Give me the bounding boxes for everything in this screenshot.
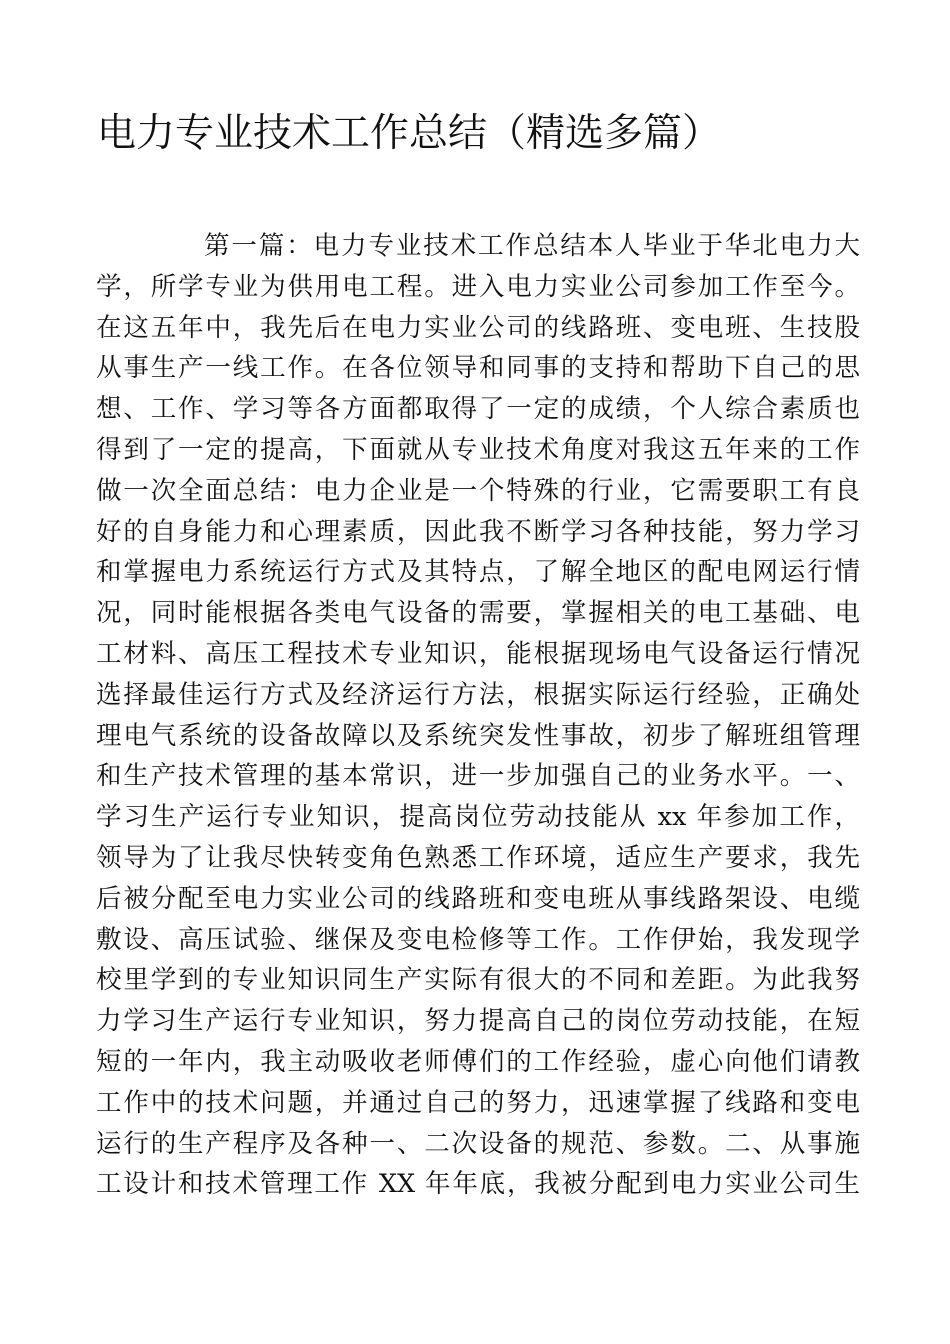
body-line: 理电气系统的设备故障以及系统突发性事故，初步了解班组管理 — [96, 720, 860, 751]
body-line: 学习生产运行专业知识，提高岗位劳动技能从 xx 年参加工作， — [96, 802, 860, 833]
body-line: 运行的生产程序及各种一、二次设备的规范、参数。二、从事施 — [96, 1128, 860, 1159]
body-line: 工作中的技术问题，并通过自己的努力，迅速掌握了线路和变电 — [96, 1087, 860, 1118]
body-line: 工材料、高压工程技术专业知识，能根据现场电气设备运行情况 — [96, 638, 860, 669]
body-line: 从事生产一线工作。在各位领导和同事的支持和帮助下自己的思 — [96, 353, 860, 384]
body-line: 敷设、高压试验、继保及变电检修等工作。工作伊始，我发现学 — [96, 924, 860, 955]
body-line: 领导为了让我尽快转变角色熟悉工作环境，适应生产要求，我先 — [96, 842, 860, 873]
document-body — [96, 226, 860, 1205]
body-line: 况，同时能根据各类电气设备的需要，掌握相关的电工基础、电 — [96, 598, 860, 629]
body-line: 短的一年内，我主动吸收老师傅们的工作经验，虚心向他们请教 — [96, 1046, 860, 1077]
body-line: 学，所学专业为供用电工程。进入电力实业公司参加工作至今。 — [96, 271, 860, 302]
body-line: 好的自身能力和心理素质，因此我不断学习各种技能，努力学习 — [96, 516, 860, 547]
body-line: 后被分配至电力实业公司的线路班和变电班从事线路架设、电缆 — [96, 883, 860, 914]
body-line: 工设计和技术管理工作 XX 年年底，我被分配到电力实业公司生 — [96, 1169, 860, 1200]
body-line: 想、工作、学习等各方面都取得了一定的成绩，个人综合素质也 — [96, 394, 860, 425]
body-line: 力学习生产运行专业知识，努力提高自己的岗位劳动技能，在短 — [96, 1006, 860, 1037]
body-line: 得到了一定的提高，下面就从专业技术角度对我这五年来的工作 — [96, 434, 860, 465]
body-line: 选择最佳运行方式及经济运行方法，根据实际运行经验，正确处 — [96, 679, 860, 710]
body-line: 和掌握电力系统运行方式及其特点，了解全地区的配电网运行情 — [96, 557, 860, 588]
body-line: 在这五年中，我先后在电力实业公司的线路班、变电班、生技股 — [96, 312, 860, 343]
body-line: 校里学到的专业知识同生产实际有很大的不同和差距。为此我努 — [96, 965, 860, 996]
body-line: 第一篇：电力专业技术工作总结本人毕业于华北电力大 — [204, 231, 860, 261]
document-title: 电力专业技术工作总结（精选多篇） — [97, 111, 722, 156]
body-line: 和生产技术管理的基本常识，进一步加强自己的业务水平。一、 — [96, 761, 860, 792]
body-line: 做一次全面总结：电力企业是一个特殊的行业，它需要职工有良 — [96, 475, 860, 506]
